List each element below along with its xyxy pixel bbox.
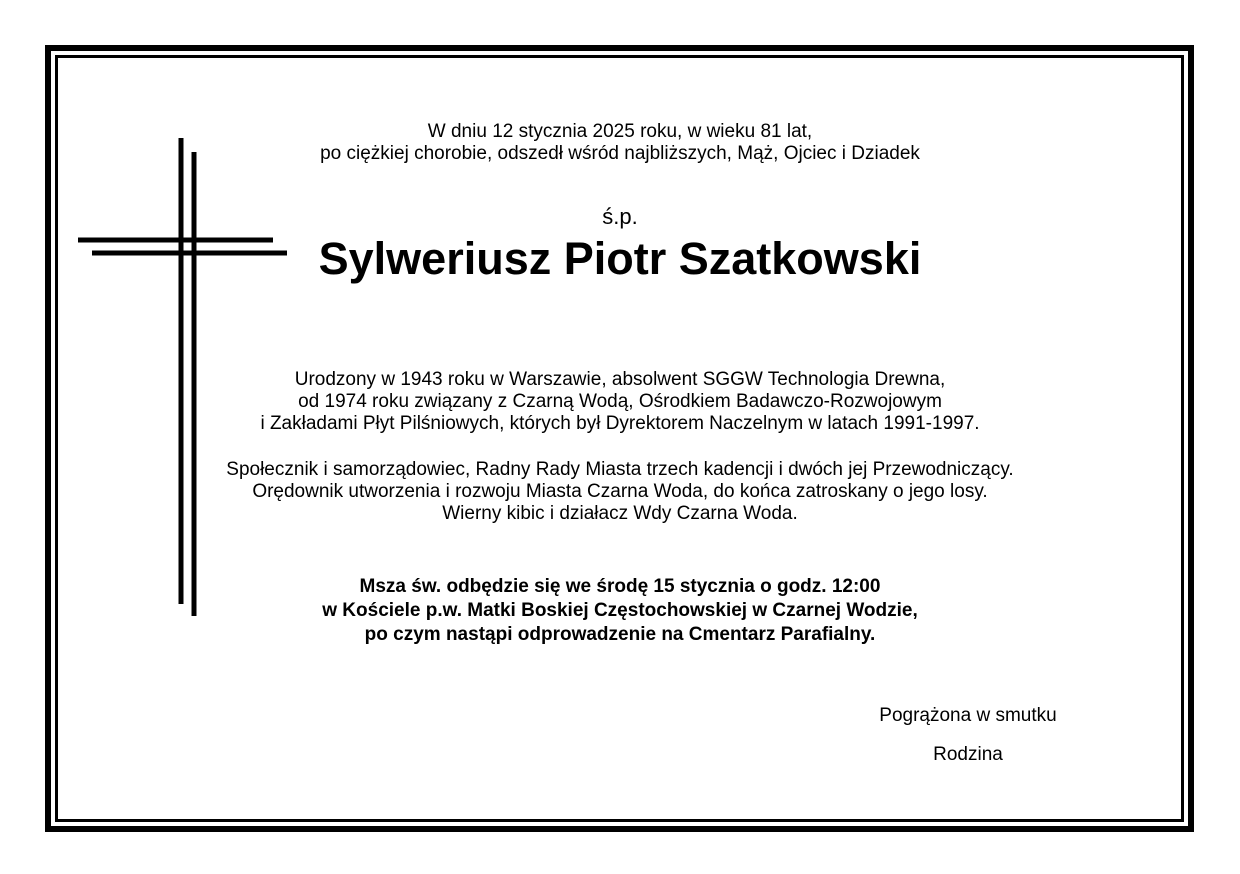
biography-line: i Zakładami Płyt Pilśniowych, których był Dyrektorem Naczelnym w latach 1991-1997. (260, 413, 980, 434)
biography-line: Społecznik i samorządowiec, Radny Rady Miasta trzech kadencji i dwóch jej Przewodniczący. (226, 459, 1014, 480)
funeral-announcement (0, 575, 1240, 647)
biography-line: Wierny kibic i działacz Wdy Czarna Woda. (442, 503, 798, 524)
funeral-line: po czym nastąpi odprowadzenie na Cmentarz Parafialny. (364, 624, 876, 645)
funeral-line: Msza św. odbędzie się we środę 15 stycznia o godz. 12:00 (359, 576, 881, 597)
intro-text (0, 121, 1240, 165)
intro-line-1: W dniu 12 stycznia 2025 roku, w wieku 81 lat, (427, 121, 813, 142)
biography-line: od 1974 roku związany z Czarną Wodą, Ośrodkiem Badawczo-Rozwojowym (298, 391, 942, 412)
biography-line: Urodzony w 1943 roku w Warszawie, absolwent SGGW Technologia Drewna, (294, 369, 946, 390)
deceased-name: Sylweriusz Piotr Szatkowski (318, 233, 922, 284)
signature-family: Rodzina (933, 744, 1003, 765)
funeral-line: w Kościele p.w. Matki Boskiej Częstochowskiej w Czarnej Wodzie, (322, 600, 918, 621)
biography-paragraph-2 (0, 459, 1240, 525)
signature-mourning: Pogrążona w smutku (879, 705, 1057, 726)
biography-line: Orędownik utworzenia i rozwoju Miasta Czarna Woda, do końca zatroskany o jego losy. (252, 481, 988, 502)
intro-line-2: po ciężkiej chorobie, odszedł wśród najbliższych, Mąż, Ojciec i Dziadek (320, 143, 920, 164)
biography-paragraph-1 (0, 369, 1240, 435)
honorific: ś.p. (602, 204, 638, 229)
